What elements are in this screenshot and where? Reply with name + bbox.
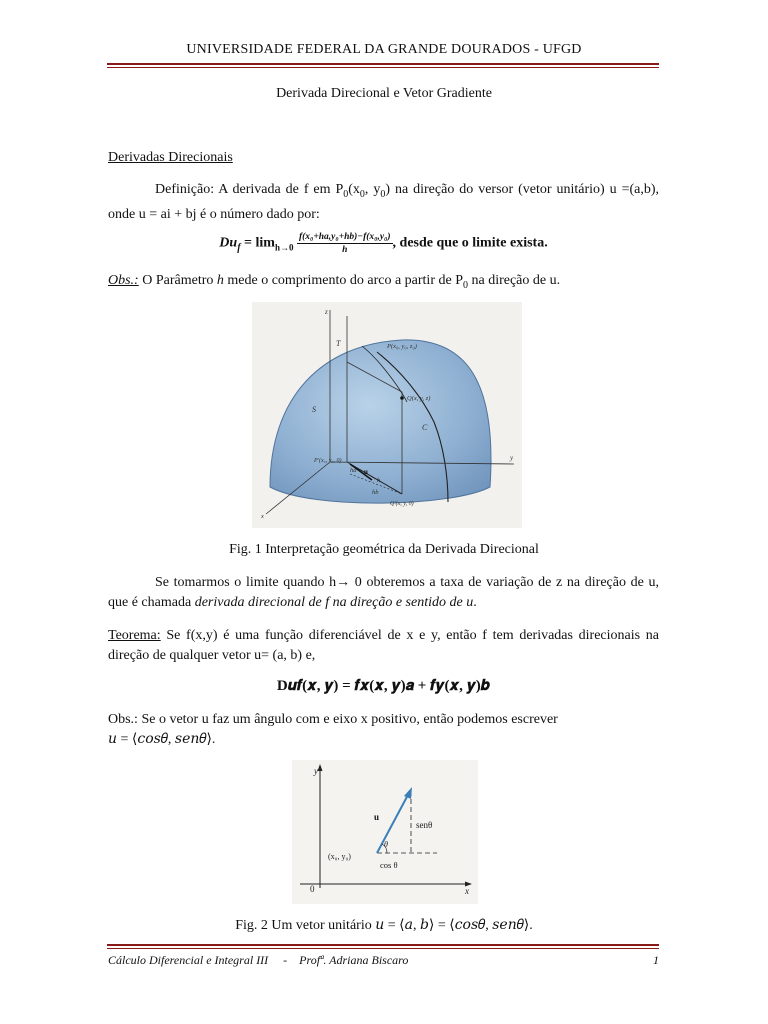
label-t: T: [336, 339, 341, 348]
header-institution: UNIVERSIDADE FEDERAL DA GRANDE DOURADOS - UFGD: [186, 42, 582, 57]
gradient-formula: D𝒖𝒇(𝒙, 𝒚) = 𝒇𝒙(𝒙, 𝒚)𝒂 + 𝒇𝒚(𝒙, 𝒚)𝒃: [276, 678, 491, 694]
limit-paragraph: Se tomarmos o limite quando h→ 0 obteremos a taxa de variação de z na direção de u, que é chamada derivada direcional de f na direção e sentido de u.: [108, 575, 659, 610]
label-c: C: [422, 423, 428, 432]
figure-unit-vector: [292, 760, 478, 904]
label-s: S: [312, 405, 316, 414]
label-p: P(x₀, y₀, z₀): [387, 343, 417, 350]
label-hb: hb: [372, 489, 379, 496]
label-x: x: [261, 513, 264, 520]
limit-fraction: $\frac{\text{f(x₀+ha,y₀+hb)−f(x₀,y₀)}}{h}$: [298, 232, 391, 255]
footer-course-author: Cálculo Diferencial e Integral III - Profª. Adriana Biscaro: [108, 953, 409, 967]
header-rule-thin: [107, 67, 659, 68]
footer-rule-thin: [107, 948, 659, 949]
label-x: x: [465, 886, 469, 896]
label-z: z: [325, 308, 328, 316]
label-sen: senθ: [416, 820, 433, 830]
definition-paragraph: Definição: A derivada de f em $P_0(x_0$, $y_0$) na direção do versor (vetor unitário) u =(a,b), onde u = ai + bj é o número dado por:: [108, 182, 660, 222]
label-u: u: [364, 468, 368, 476]
label-y: y: [510, 454, 514, 462]
footer-rule: [107, 944, 659, 946]
label-ha: ha: [350, 467, 357, 474]
page-number: 1: [653, 953, 659, 967]
label-q0: Q′(x, y, 0): [390, 501, 414, 507]
theorem-paragraph: Teorema: Se f(x,y) é uma função diferenciável de x e y, então f tem derivadas direcionais na direção de qualquer vetor u= (a, b) e,: [108, 628, 659, 663]
label-origin: (x₀, y₀): [328, 852, 351, 861]
label-h: h: [377, 477, 381, 484]
page-title: Derivada Direcional e Vetor Gradiente: [276, 86, 492, 101]
section-title: Derivadas Direcionais: [108, 150, 233, 165]
label-u: u: [374, 812, 380, 822]
label-cos: cos θ: [380, 860, 398, 870]
directional-derivative-formula: $Du_f = \lim_{h\to 0}$ $\frac{\text{f(x₀+ha,y₀+hb)−f(x₀,y₀)}}{h}$ , desde que o limite exista.: [219, 232, 548, 255]
obs-arc-length: Obs.: O Parâmetro h mede o comprimento do arco a partir de $P_0$ na direção de u.: [108, 273, 561, 291]
obs-angle: Obs.: Se o vetor u faz um ângulo com e eixo x positivo, então podemos escrever 𝑢 = ⟨𝑐𝑜𝑠𝜃, 𝑠𝑒𝑛𝜃⟩.: [108, 712, 558, 747]
label-q: Q(x, y, z): [407, 395, 431, 402]
point-q: [400, 396, 404, 400]
figure-directional-derivative-geometry: [252, 302, 522, 528]
header-rule: [107, 63, 659, 65]
fig1-caption: Fig. 1 Interpretação geométrica da Derivada Direcional: [229, 542, 539, 557]
label-zero: 0: [310, 884, 315, 894]
fig2-caption: Fig. 2 Um vetor unitário 𝑢 = ⟨𝑎, 𝑏⟩ = ⟨𝑐𝑜𝑠𝜃, 𝑠𝑒𝑛𝜃⟩.: [235, 918, 533, 933]
label-y: y: [314, 766, 318, 776]
label-theta: θ: [384, 840, 388, 849]
label-p0: P′(x₀, y₀, 0): [314, 458, 342, 464]
